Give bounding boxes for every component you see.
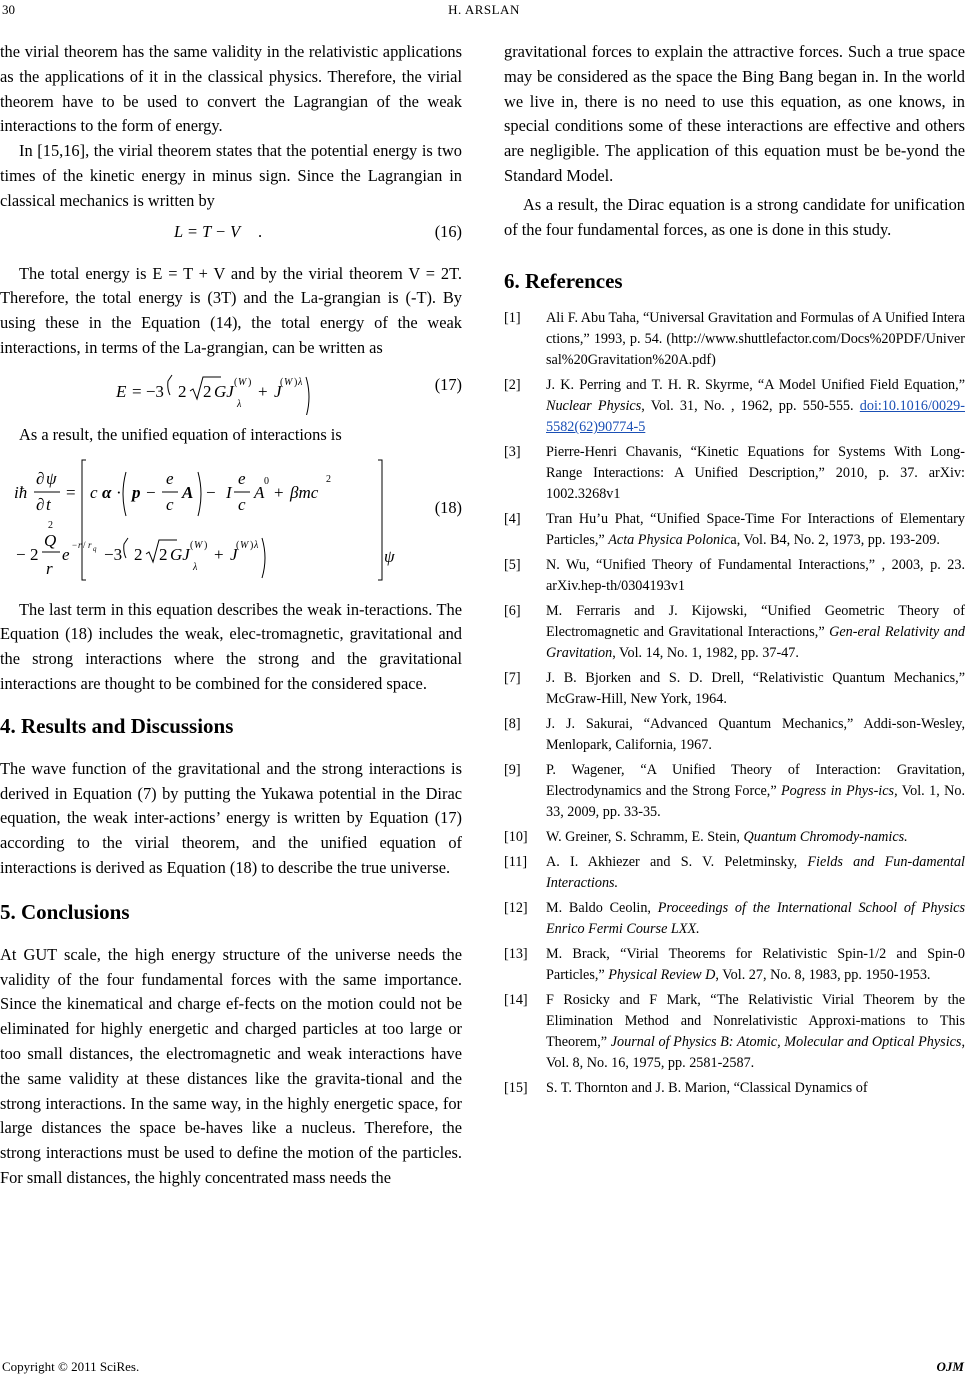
svg-text:GJ: GJ [170,544,190,564]
svg-text:·: · [116,482,122,502]
svg-text:2: 2 [30,544,39,564]
svg-text:W: W [194,539,203,551]
svg-text:2: 2 [159,544,168,564]
svg-text:2: 2 [134,544,143,564]
reference-item: [10] W. Greiner, S. Schramm, E. Stein, Quantum Chromody-namics. [504,829,908,846]
svg-text:/: / [83,539,86,550]
svg-text:q: q [93,544,97,553]
svg-text:t: t [46,494,51,514]
svg-text:+: + [214,544,224,564]
svg-text:Q: Q [44,530,57,550]
svg-text:e: e [62,544,70,564]
svg-text:(: ( [234,376,238,388]
svg-text:−: − [16,544,26,564]
left-column [0,40,462,1191]
doi-link[interactable]: doi:10.1016/0029-5582(62)90774-5 [546,398,965,436]
svg-text:A: A [254,482,265,502]
svg-text:e: e [238,468,246,488]
svg-text:p: p [132,482,141,502]
svg-text:∂: ∂ [36,494,45,514]
reference-item: [11] A. I. Akhiezer and S. V. Peletminsky, Fields and Fun-damental Interactions. [504,854,966,892]
equation-16-body: L = T − V [174,221,241,241]
svg-text:−: − [146,482,156,502]
equation-number: (16) [434,221,462,241]
svg-text:λ: λ [193,561,198,573]
paragraph: The total energy is E = T + V and by the virial theorem V = 2T. Therefore, the total energy is (3T) and the La-grangian is (-T). By using these in the Equation (14), the total energy of the weak interactions, in terms of the La-grangian, can be written as [0,263,462,357]
equation-16: L = T − V . (16) [174,221,462,241]
equation-number: (17) [434,374,462,394]
copyright: Copyright © 2011 SciRes. [2,1359,140,1374]
reference-item: [9] P. Wagener, “A Unified Theory of Interaction: Gravitation, Electrodynamics and the Strong Force,” Pogress in Phys-ics, Vol. 1, No. 33, 2009, pp. 33-35. [504,762,965,821]
reference-item: [6] M. Ferraris and J. Kijowski, “Unified Geometric Theory of Electromagnetic and Gravitational Interactions,” Gen-eral Relativity and Gravitation, Vol. 14, No. 1, 1982, pp. 37-47. [504,603,966,662]
reference-list [504,308,965,1099]
svg-text:2: 2 [203,381,212,401]
reference-item: [1] Ali F. Abu Taha, “Universal Gravitation and Formulas of A Unified Interactions,” 1993, p. 54. (http://www.shuttlefactor.com/Docs%20PDF/Universal%20Gravitation%20A.pdf) [504,310,965,369]
page-header [0,2,968,22]
svg-text:(: ( [280,376,284,388]
reference-item: [8] J. J. Sakurai, “Advanced Quantum Mechanics,” Addi-son-Wesley, Menlopark, California, 1967. [504,716,965,754]
svg-text:ψ: ψ [46,468,57,488]
svg-text:): ) [248,376,252,388]
equation-17 [0,365,462,415]
svg-text:∂: ∂ [36,468,45,488]
reference-item: [13] M. Brack, “Virial Theorems for Relativistic Spin-1/2 and Spin-0 Particles,” Physical Review D, Vol. 27, No. 8, 1983, pp. 1950-1953. [504,946,965,984]
reference-item: [4] Tran Hu’u Phat, “Unified Space-Time For Interactions of Elementary Particles,” Acta Physica Polonica, Vol. B4, No. 2, 1973, pp. 193-209. [504,511,965,549]
right-column [504,40,965,1099]
svg-text:+: + [258,381,268,401]
reference-item: [12] M. Baldo Ceolin, Proceedings of the International School of Physics Enrico Fermi Course LXX. [504,900,965,938]
svg-text:W: W [240,539,249,551]
svg-text:I: I [226,482,232,502]
svg-text:α: α [102,482,112,502]
svg-text:λ: λ [298,376,303,388]
svg-text:λ: λ [237,398,242,410]
svg-text:E: E [116,381,127,401]
svg-text:λ: λ [254,539,259,551]
equation-number: (18) [434,497,462,517]
section-heading: 6. References [504,269,623,294]
svg-text:): ) [294,376,298,388]
svg-text:c: c [90,482,98,502]
reference-item: [7] J. B. Bjorken and S. D. Drell, “Relativistic Quantum Mechanics,” McGraw-Hill, New York, 1964. [504,670,965,708]
paragraph: gravitational forces to explain the attractive forces. Such a true space may be considered as the space the Bing Bang began in. In the world we live in, there is no need to use this equation, as one knows, in special conditions some of these interactions are effective and others are negligible. The application of this equation must be be-yond the Standard Model. [504,42,965,185]
svg-text:e: e [166,468,174,488]
svg-text:+: + [274,482,284,502]
svg-text:J: J [230,544,238,564]
paragraph: At GUT scale, the high energy structure of the universe needs the validity of the four fundamental forces with the same importance. Since the kinematical and charge ef-fects on the motion could not be eliminated for highly energetic and charged particles at too large or too small distances, the electromagnetic and weak interactions have the same validity at these distances like the gravita-tional and the strong interactions. In the same way, in the highly energetic space, for large distances the space be-haves like a nucleus. Therefore, the strong interactions must be used to define the motion of the particles. For small distances, the highly concentrated mass needs the [0,944,462,1187]
svg-text:iħ: iħ [14,482,28,502]
svg-text:c: c [166,494,174,514]
svg-text:=: = [66,482,76,502]
paragraph: As a result, the Dirac equation is a strong candidate for unification of the four fundamental forces, as one is done in this study. [504,194,965,239]
reference-item: [15] S. T. Thornton and J. B. Marion, “Classical Dynamics of [504,1080,868,1097]
reference-item: [2] J. K. Perring and T. H. R. Skyrme, “A Model Unified Field Equation,” Nuclear Physics, Vol. 31, No. , 1962, pp. 550-555. doi:10.1016/0029-5582(62)90774-5 [504,377,965,436]
journal-abbrev: OJM [936,1359,964,1374]
reference-item: [5] N. Wu, “Unified Theory of Fundamental Interactions,” , 2003, p. 23. arXiv.hep-th/0304193v1 [504,557,965,595]
svg-text:): ) [250,539,254,551]
running-author: H. ARSLAN [448,2,520,17]
svg-text:−: − [206,482,216,502]
svg-text:(: ( [236,539,240,551]
svg-text:= −3: = −3 [132,381,164,401]
svg-text:r: r [46,558,53,578]
paragraph: In [15,16], the virial theorem states that the potential energy is two times of the kinetic energy in minus sign. Since the Lagrangian in classical mechanics is written by [0,141,462,210]
svg-text:GJ: GJ [214,381,234,401]
paragraph: The last term in this equation describes the weak in-teractions. The Equation (18) includes the weak, elec-tromagnetic, gravitational and the strong interactions where the strong and the gravitational interactions are thought to be combined for the considered space. [0,599,462,693]
svg-text:): ) [204,539,208,551]
reference-item: [14] F Rosicky and F Mark, “The Relativistic Virial Theorem by the Elimination Method and Nonrelativistic Approxi-mations to This Theorem,” Journal of Physics B: Atomic, Molecular and Optical Physics, Vol. 8, No. 16, 1975, pp. 2581-2587. [504,992,965,1072]
svg-text:J: J [274,381,282,401]
svg-text:(: ( [190,539,194,551]
paragraph: As a result, the unified equation of interactions is [19,424,342,444]
section-heading: 4. Results and Discussions [0,713,234,738]
paragraph: The wave function of the gravitational and the strong interactions is derived in Equation (7) by putting the Yukawa potential in the Dirac equation, the weak inter-actions’ energy is written by Equation (17) according to the virial theorem, and the unified equation of interactions is derived as Equation (18) to describe the true universe. [0,758,462,877]
svg-text:W: W [284,376,293,388]
equation-18 [0,454,462,582]
svg-text:−3: −3 [104,544,123,564]
svg-text:2: 2 [48,519,53,531]
svg-text:ψ: ψ [384,546,395,566]
svg-text:−: − [72,539,78,550]
equation-18-formula [0,454,400,582]
svg-text:c: c [238,494,246,514]
section-heading: 5. Conclusions [0,899,130,924]
svg-text:0: 0 [264,475,269,487]
svg-text:r: r [88,539,92,550]
svg-text:A: A [182,482,194,502]
svg-text:r: r [78,539,82,550]
reference-item: [3] Pierre-Henri Chavanis, “Kinetic Equations for Systems With Long-Range Interactions: A Unified Description,” 2010, p. 37. arXiv: 1002.3268v1 [504,444,965,503]
paragraph: the virial theorem has the same validity in the relativistic applications as the applications of it in the classical physics. Therefore, the virial theorem have to be used to convert the Lagrangian of the weak interactions to the form of energy. [0,42,462,136]
svg-text:βmc: βmc [290,482,319,502]
svg-text:2: 2 [326,473,331,485]
svg-text:W: W [238,376,247,388]
svg-text:2: 2 [178,381,187,401]
page-number: 30 [2,2,15,17]
